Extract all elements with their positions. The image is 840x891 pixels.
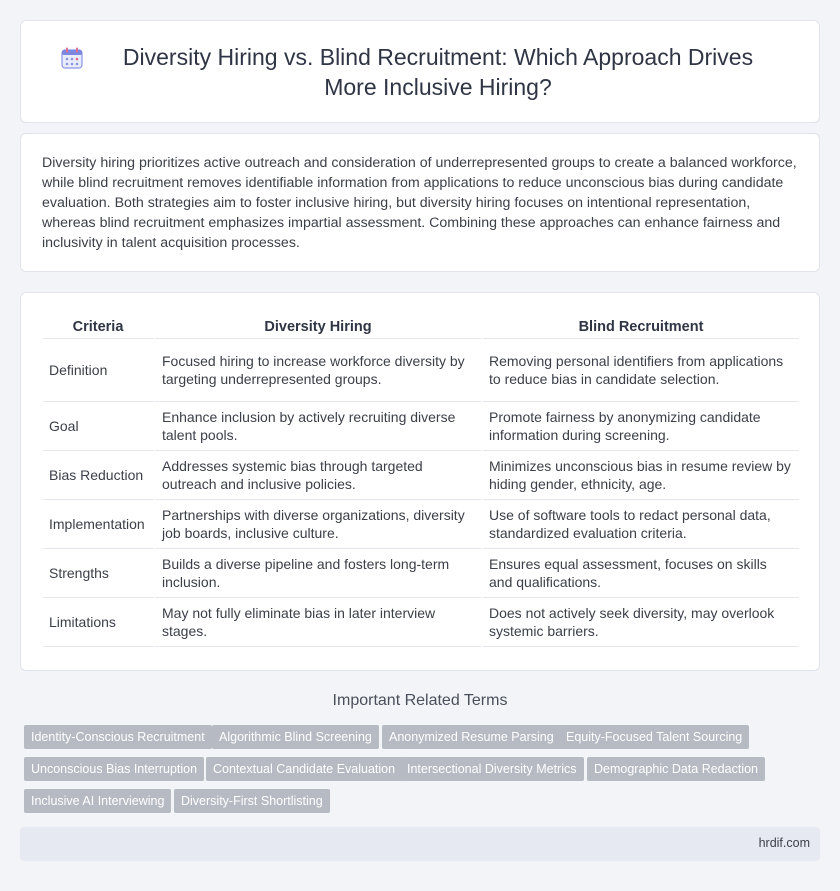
table-cell-criteria: Goal bbox=[43, 402, 156, 451]
table-cell-criteria: Strengths bbox=[43, 549, 156, 598]
related-term-tag[interactable]: Unconscious Bias Interruption bbox=[24, 757, 204, 781]
calendar-icon bbox=[60, 46, 84, 70]
table-row bbox=[43, 500, 799, 549]
column-header-criteria: Criteria bbox=[43, 313, 156, 339]
table-cell-criteria: Implementation bbox=[43, 500, 156, 549]
related-term-tag[interactable]: Identity-Conscious Recruitment bbox=[24, 725, 212, 749]
intro-card bbox=[20, 133, 820, 272]
column-header-blind-recruitment: Blind Recruitment bbox=[483, 313, 799, 339]
table-cell-diversity: Builds a diverse pipeline and fosters long-term inclusion. bbox=[156, 549, 483, 598]
table-header-row bbox=[43, 313, 799, 339]
table-row bbox=[43, 402, 799, 451]
footer-site-link[interactable]: hrdif.com bbox=[758, 836, 810, 850]
table-cell-diversity: Enhance inclusion by actively recruiting diverse talent pools. bbox=[156, 402, 483, 451]
comparison-table-card bbox=[20, 292, 820, 671]
header-card bbox=[20, 20, 820, 123]
column-header-diversity-hiring: Diversity Hiring bbox=[156, 313, 483, 339]
table-cell-diversity: Focused hiring to increase workforce diversity by targeting underrepresented groups. bbox=[156, 339, 483, 402]
table-cell-diversity: Addresses systemic bias through targeted outreach and inclusive policies. bbox=[156, 451, 483, 500]
related-term-tag[interactable]: Contextual Candidate Evaluation bbox=[206, 757, 402, 781]
comparison-table bbox=[43, 313, 799, 647]
related-term-tag[interactable]: Algorithmic Blind Screening bbox=[212, 725, 379, 749]
table-cell-diversity: May not fully eliminate bias in later interview stages. bbox=[156, 598, 483, 647]
table-cell-criteria: Limitations bbox=[43, 598, 156, 647]
related-term-tag[interactable]: Diversity-First Shortlisting bbox=[174, 789, 330, 813]
related-term-tag[interactable]: Intersectional Diversity Metrics bbox=[400, 757, 584, 781]
footer bbox=[20, 827, 820, 861]
table-cell-blind: Ensures equal assessment, focuses on skills and qualifications. bbox=[483, 549, 799, 598]
related-term-tag[interactable]: Anonymized Resume Parsing bbox=[382, 725, 561, 749]
table-cell-criteria: Definition bbox=[43, 339, 156, 402]
table-cell-blind: Promote fairness by anonymizing candidate information during screening. bbox=[483, 402, 799, 451]
table-row bbox=[43, 451, 799, 500]
table-row bbox=[43, 339, 799, 402]
table-cell-diversity: Partnerships with diverse organizations, diversity job boards, inclusive culture. bbox=[156, 500, 483, 549]
intro-paragraph: Diversity hiring prioritizes active outreach and consideration of underrepresented groups to create a balanced workforce, while blind recruitment removes identifiable information from applications to reduce unconscious bias during candidate evaluation. Both strategies aim to foster inclusive hiring, but diversity hiring focuses on intentional representation, whereas blind recruitment emphasizes impartial assessment. Combining these approaches can enhance fairness and inclusivity in talent acquisition processes. bbox=[42, 155, 797, 251]
related-term-tag[interactable]: Inclusive AI Interviewing bbox=[24, 789, 171, 813]
table-cell-blind: Removing personal identifiers from applications to reduce bias in candidate selection. bbox=[483, 339, 799, 402]
table-cell-criteria: Bias Reduction bbox=[43, 451, 156, 500]
related-term-tag[interactable]: Equity-Focused Talent Sourcing bbox=[559, 725, 749, 749]
table-cell-blind: Does not actively seek diversity, may overlook systemic barriers. bbox=[483, 598, 799, 647]
page-title: Diversity Hiring vs. Blind Recruitment: Which Approach Drives More Inclusive Hiring? bbox=[122, 43, 754, 100]
table-row bbox=[43, 598, 799, 647]
related-term-tag[interactable]: Demographic Data Redaction bbox=[587, 757, 765, 781]
table-cell-blind: Use of software tools to redact personal data, standardized evaluation criteria. bbox=[483, 500, 799, 549]
table-cell-blind: Minimizes unconscious bias in resume review by hiding gender, ethnicity, age. bbox=[483, 451, 799, 500]
related-terms-title: Important Related Terms bbox=[332, 692, 508, 709]
table-row bbox=[43, 549, 799, 598]
